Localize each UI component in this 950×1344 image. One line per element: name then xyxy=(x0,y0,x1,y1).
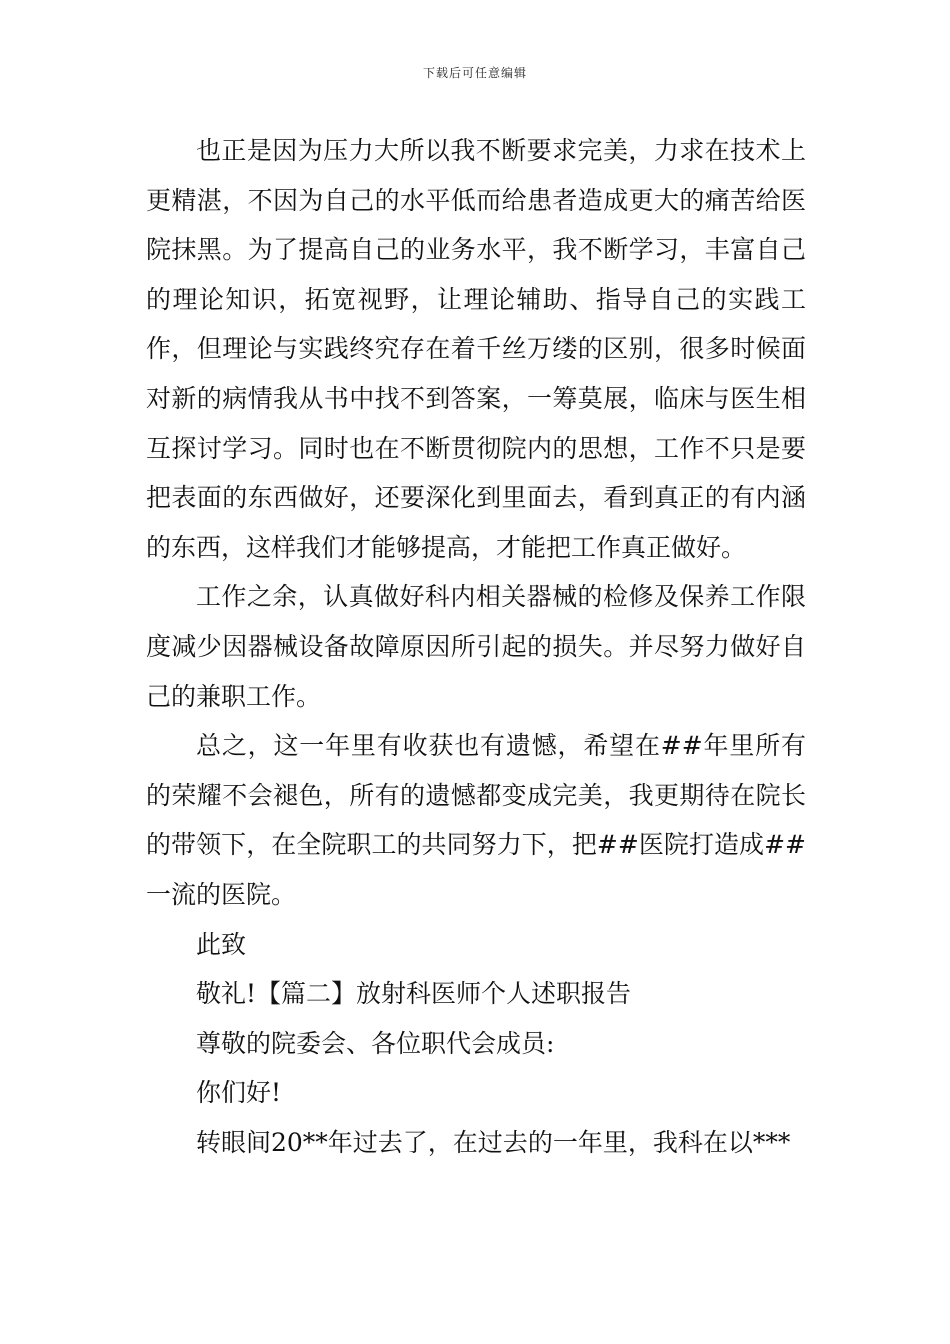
salute-and-section-title: 敬礼!【篇二】放射科医师个人述职报告 xyxy=(196,979,632,1009)
paragraph-technique: 也正是因为压力大所以我不断要求完美，力求在技术上更精湛，不因为自己的水平低而给患者造成更大的痛苦给医院抹黑。为了提高自己的业务水平，我不断学习，丰富自己的理论知识，拓宽视野，让理论辅助、指导自己的实践工作，但理论与实践终究存在着千丝万缕的区别，很多时候面对新的病情我从书中找不到答案，一筹莫展，临床与医生相互探讨学习。同时也在不断贯彻院内的思想，工作不只是要把表面的东西做好，还要深化到里面去，看到真正的有内涵的东西，这样我们才能够提高，才能把工作真正做好。 xyxy=(146,136,806,562)
paragraph-equipment: 工作之余，认真做好科内相关器械的检修及保养工作限度减少因器械设备故障原因所引起的损失。并尽努力做好自己的兼职工作。 xyxy=(146,582,806,711)
page-header: 下载后可任意编辑 xyxy=(422,66,527,80)
opening-line: 转眼间20**年过去了，在过去的一年里，我科在以*** xyxy=(196,1127,791,1157)
paragraph-summary: 总之，这一年里有收获也有遗憾，希望在##年里所有的荣耀不会褪色，所有的遗憾都变成完美，我更期待在院长的带领下，在全院职工的共同努力下，把##医院打造成##一流的医院。 xyxy=(146,731,806,909)
document-body xyxy=(146,126,806,1167)
greeting-line: 你们好! xyxy=(196,1078,282,1108)
closing-line: 此致 xyxy=(196,929,247,959)
salutation-line: 尊敬的院委会、各位职代会成员: xyxy=(196,1028,555,1058)
